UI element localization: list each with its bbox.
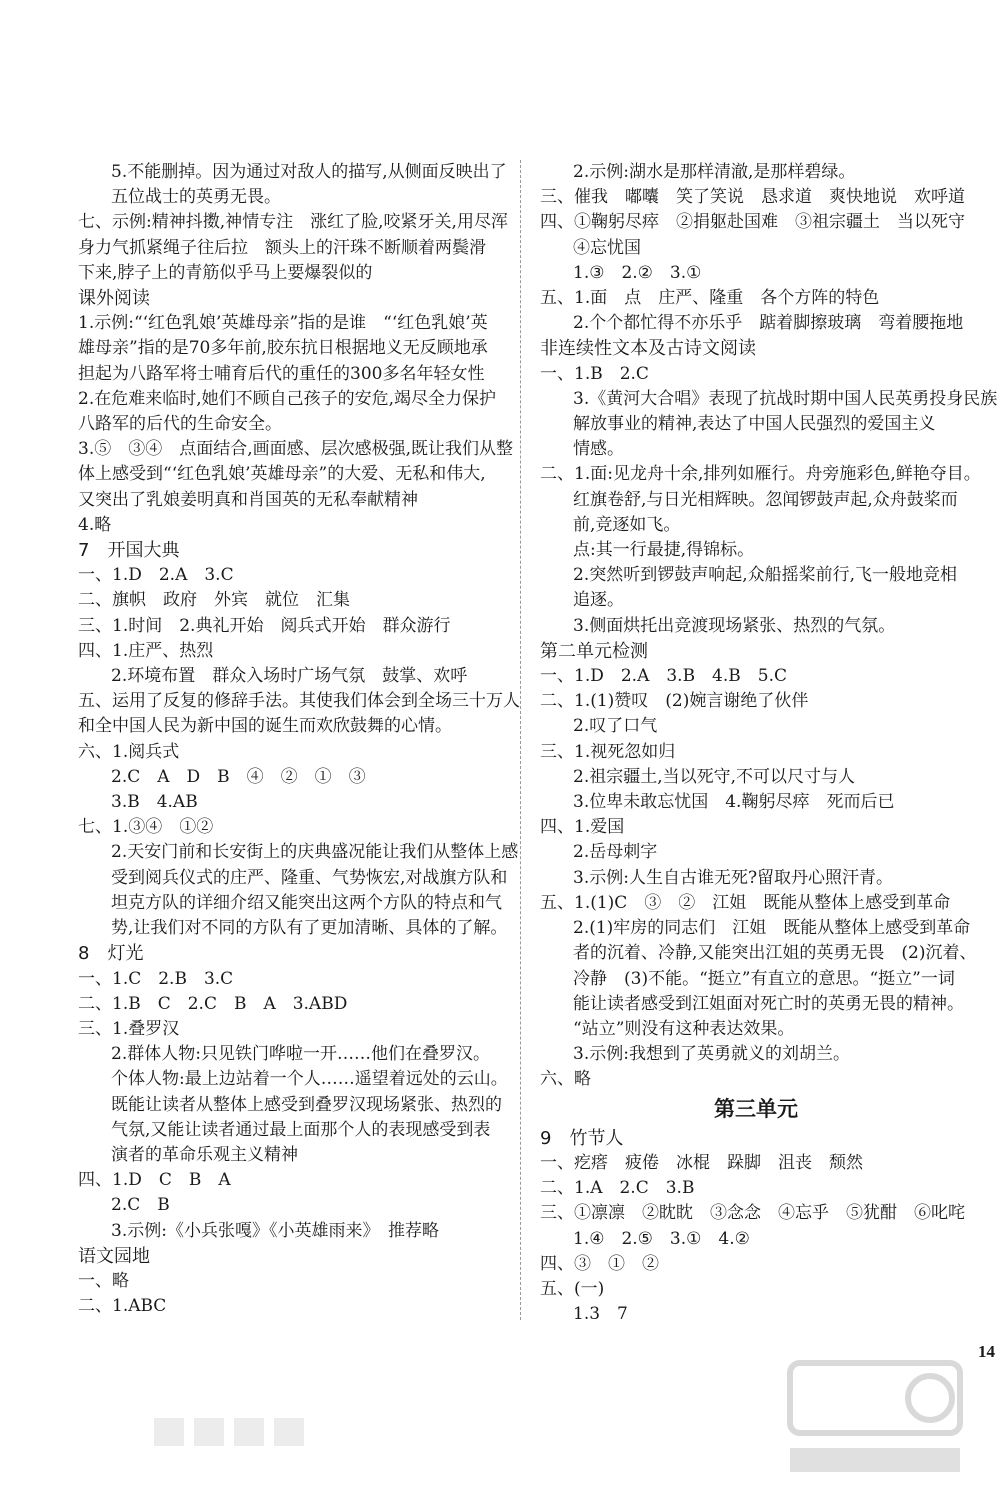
right-answer-line: 前,竞逐如飞。 (573, 514, 681, 535)
left-answer-line: 八路军的后代的生命安全。 (78, 414, 282, 435)
right-answer-line: 3.示例:我想到了英勇就义的刘胡兰。 (573, 1044, 850, 1065)
left-answer-line: 5.不能删掉。因为通过对敌人的描写,从侧面反映出了 (111, 162, 507, 182)
left-answer-line: 2.在危难来临时,她们不顾自己孩子的安危,竭尽全力保护 (78, 388, 497, 409)
right-answer-line: 三、1.视死忽如归 (540, 741, 676, 762)
left-answer-line: 身力气抓紧绳子往后拉 额头上的汗珠不断顺着两鬓滑 (78, 237, 486, 258)
right-answer-line: ④忘忧国 (573, 237, 641, 258)
left-answer-line: 演者的革命乐观主义精神 (111, 1144, 298, 1165)
right-answer-line: 1.3 7 (573, 1304, 628, 1325)
left-section-heading: 8 灯光 (78, 943, 144, 965)
column-divider (520, 160, 521, 1320)
left-answer-line: 四、1.庄严、热烈 (78, 640, 214, 661)
right-answer-line: 1.③ 2.② 3.① (573, 262, 702, 283)
right-answer-line: 六、略 (540, 1069, 591, 1090)
left-answer-line: 一、略 (78, 1270, 129, 1291)
right-answer-line: 一、疙瘩 疲倦 冰棍 跺脚 沮丧 颓然 (540, 1152, 863, 1173)
left-answer-line: 二、1.B C 2.C B A 3.ABD (78, 993, 348, 1014)
right-answer-line: 红旗卷舒,与日光相辉映。忽闻锣鼓声起,众舟鼓桨而 (573, 489, 958, 510)
left-section-heading: 7 开国大典 (78, 540, 180, 562)
left-answer-line: 七、示例:精神抖擞,神情专注 涨红了脸,咬紧牙关,用尽浑 (78, 212, 508, 233)
left-answer-line: 3.⑤ ③④ 点面结合,画面感、层次感极强,既让我们从整 (78, 439, 514, 460)
right-answer-line: 3.《黄河大合唱》表现了抗战时期中国人民英勇投身民族 (573, 388, 998, 409)
right-answer-line: 一、1.B 2.C (540, 363, 649, 384)
right-section-heading: 非连续性文本及古诗文阅读 (540, 338, 756, 360)
right-answer-line: 一、1.D 2.A 3.B 4.B 5.C (540, 666, 787, 687)
right-answer-line: 3.位卑未敢忘忧国 4.鞠躬尽瘁 死而后已 (573, 792, 895, 813)
page-number: 14 (978, 1342, 995, 1361)
right-answer-line: 2.叹了口气 (573, 716, 658, 737)
left-answer-line: 个体人物:最上边站着一个人……遥望着远处的云山。 (111, 1069, 508, 1090)
left-answer-line: 一、1.C 2.B 3.C (78, 968, 234, 989)
right-answer-line: 2.岳母刺字 (573, 842, 658, 863)
left-answer-line: 下来,脖子上的青筋似乎马上要爆裂似的 (78, 262, 373, 283)
left-answer-line: 2.环境布置 群众入场时广场气氛 鼓掌、欢呼 (111, 666, 468, 687)
right-answer-line: 2.(1)牢房的同志们 江姐 既能从整体上感受到革命 (573, 918, 971, 939)
left-answer-line: 五、运用了反复的修辞手法。其使我们体会到全场三十万人 (78, 691, 520, 712)
right-answer-line: 3.侧面烘托出竞渡现场紧张、热烈的气氛。 (573, 615, 896, 636)
right-answer-line: 解放事业的精神,表达了中国人民强烈的爱国主义 (573, 414, 936, 435)
right-answer-line: 四、①鞠躬尽瘁 ②捐躯赴国难 ③祖宗疆土 当以死守 (540, 212, 965, 233)
right-answer-column (540, 160, 998, 1327)
left-answer-line: 4.略 (78, 514, 112, 535)
right-answer-line: 能让读者感受到江姐面对死亡时的英勇无畏的精神。 (573, 993, 964, 1014)
left-answer-line: 二、旗帜 政府 外宾 就位 汇集 (78, 590, 350, 611)
left-answer-line: 势,让我们对不同的方队有了更加清晰、具体的了解。 (111, 918, 508, 939)
left-answer-line: 四、1.D C B A (78, 1170, 231, 1191)
left-answer-line: 受到阅兵仪式的庄严、隆重、气势恢宏,对战旗方队和 (111, 867, 508, 888)
right-answer-line: 情感。 (573, 439, 624, 460)
right-answer-line: 2.突然听到锣鼓声响起,众船摇桨前行,飞一般地竞相 (573, 565, 958, 586)
right-answer-line: 三、催我 嘟囔 笑了笑说 恳求道 爽快地说 欢呼道 (540, 187, 965, 208)
left-answer-line: 2.群体人物:只见铁门哗啦一开……他们在叠罗汉。 (111, 1044, 490, 1065)
watermark-logo (780, 1353, 970, 1483)
right-answer-line: 2.祖宗疆土,当以死守,不可以尺寸与人 (573, 766, 856, 787)
right-answer-line: 四、1.爱国 (540, 817, 625, 838)
left-answer-line: 坦克方队的详细介绍又能突出这两个方队的特点和气 (111, 892, 502, 913)
left-answer-line: 1.示例:“‘红色乳娘’英雄母亲”指的是谁 “‘红色乳娘’英 (78, 313, 488, 334)
right-answer-line: 二、1.(1)赞叹 (2)婉言谢绝了伙伴 (540, 691, 809, 712)
right-answer-line: 五、1.(1)C ③ ② 江姐 既能从整体上感受到革命 (540, 892, 951, 913)
right-section-heading: 第二单元检测 (540, 640, 648, 662)
left-answer-line: 体上感受到“‘红色乳娘’英雄母亲”的大爱、无私和伟大, (78, 464, 486, 485)
right-answer-line: 五、1.面 点 庄严、隆重 各个方阵的特色 (540, 288, 880, 309)
right-section-heading: 第三单元 (714, 1096, 798, 1121)
right-answer-line: 3.示例:人生自古谁无死?留取丹心照汗青。 (573, 867, 894, 888)
right-answer-line: 四、③ ① ② (540, 1253, 659, 1274)
left-answer-line: 二、1.ABC (78, 1296, 167, 1317)
left-answer-line: 雄母亲”指的是70多年前,胶东抗日根据地义无反顾地承 (78, 338, 488, 359)
left-section-heading: 课外阅读 (78, 288, 150, 310)
left-answer-line: 三、1.时间 2.典礼开始 阅兵式开始 群众游行 (78, 615, 451, 636)
left-answer-line: 一、1.D 2.A 3.C (78, 565, 234, 586)
left-answer-line: 又突出了乳娘姜明真和肖国英的无私奉献精神 (78, 489, 418, 510)
left-answer-line: 和全中国人民为新中国的诞生而欢欣鼓舞的心情。 (78, 716, 452, 737)
left-answer-column (78, 160, 520, 1319)
right-answer-line: 者的沉着、冷静,又能突出江姐的英勇无畏 (2)沉着、 (573, 943, 977, 964)
left-answer-line: 气氛,又能让读者通过最上面那个人的表现感受到表 (111, 1119, 491, 1140)
left-answer-line: 3.B 4.AB (111, 792, 198, 813)
left-section-heading: 语文园地 (78, 1245, 150, 1267)
left-answer-line: 五位战士的英勇无畏。 (111, 187, 281, 208)
right-answer-line: 五、(一) (540, 1278, 605, 1299)
left-answer-line: 2.C A D B ④ ② ① ③ (111, 766, 366, 787)
right-answer-line: 点:其一行最捷,得锦标。 (573, 540, 755, 561)
left-answer-line: 三、1.叠罗汉 (78, 1018, 180, 1039)
right-answer-line: 追逐。 (573, 590, 624, 611)
right-answer-line: 三、①凛凛 ②眈眈 ③念念 ④忘乎 ⑤犹酣 ⑥叱咤 (540, 1203, 965, 1224)
right-answer-line: 2.个个都忙得不亦乐乎 踮着脚擦玻璃 弯着腰拖地 (573, 313, 964, 334)
left-answer-line: 既能让读者从整体上感受到叠罗汉现场紧张、热烈的 (111, 1094, 502, 1115)
faded-stamp-decoration (150, 1412, 310, 1452)
right-answer-line: 二、1.面:见龙舟十余,排列如雁行。舟旁施彩色,鲜艳夺目。 (540, 464, 981, 485)
right-answer-line: 冷静 (3)不能。“挺立”有直立的意思。“挺立”一词 (573, 968, 955, 989)
right-answer-line: “站立”则没有这种表达效果。 (573, 1018, 795, 1039)
left-answer-line: 3.示例:《小兵张嘎》《小英雄雨来》 推荐略 (111, 1220, 439, 1241)
left-answer-line: 六、1.阅兵式 (78, 741, 180, 762)
left-answer-line: 2.C B (111, 1195, 170, 1216)
right-answer-line: 1.④ 2.⑤ 3.① 4.② (573, 1228, 750, 1249)
right-answer-line: 二、1.A 2.C 3.B (540, 1178, 695, 1199)
left-answer-line: 七、1.③④ ①② (78, 817, 214, 838)
left-answer-line: 担起为八路军将士哺育后代的重任的300多名年轻女性 (78, 363, 485, 384)
right-answer-line: 2.示例:湖水是那样清澈,是那样碧绿。 (573, 162, 856, 182)
right-section-heading: 9 竹节人 (540, 1127, 624, 1149)
left-answer-line: 2.天安门前和长安街上的庆典盛况能让我们从整体上感 (111, 842, 519, 863)
